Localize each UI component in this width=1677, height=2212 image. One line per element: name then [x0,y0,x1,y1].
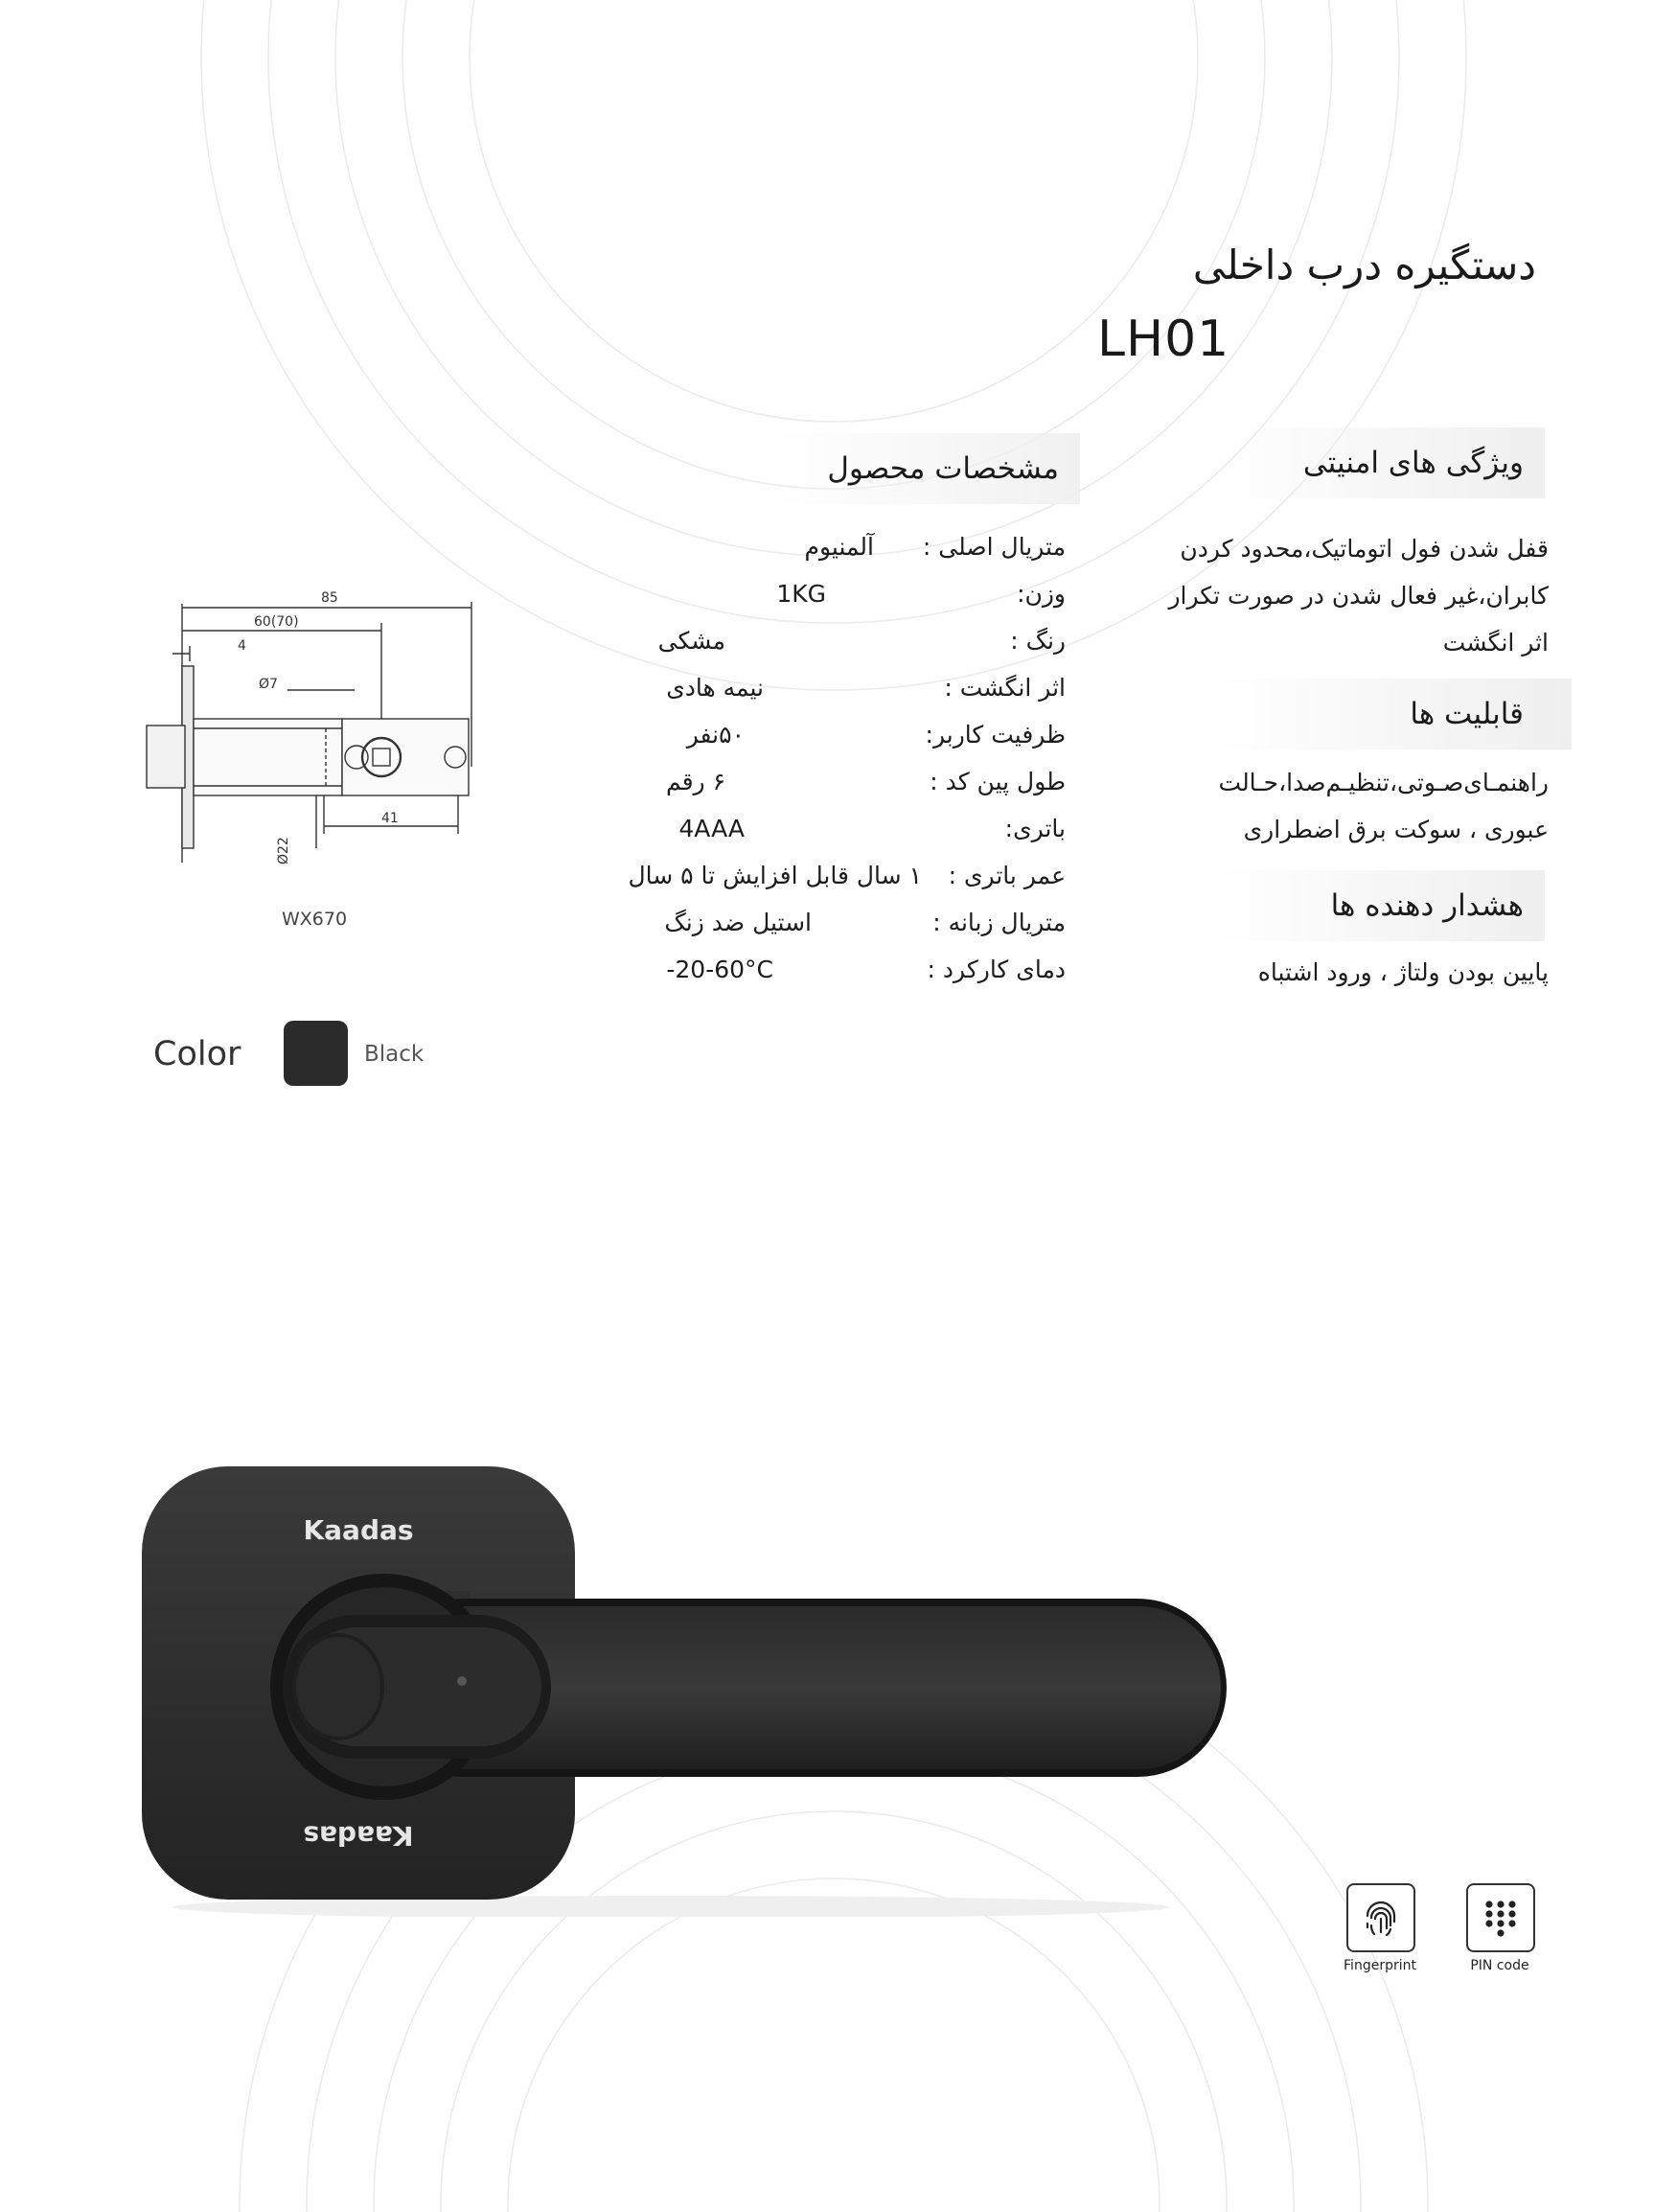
spec-value: ۱ سال قابل افزایش تا ۵ سال [628,862,922,889]
spec-row [652,768,1066,806]
feature-pin-code [1447,1883,1552,1973]
security-heading: ویژگی های امنیتی [1217,427,1545,498]
alarm-line: پایین بودن ولتاژ ، ورود اشتباه [1257,958,1549,986]
pin-code-label: PIN code [1470,1958,1529,1973]
spec-value: -20-60°C [666,956,773,983]
spec-value: 4AAA [678,815,745,842]
spec-value: استیل ضد زنگ [664,909,812,936]
spec-row [652,815,1066,853]
spec-label: اثر انگشت : [944,674,1066,702]
spec-row [652,533,1066,571]
spec-label: وزن: [1017,580,1066,608]
product-title: دستگیره درب داخلی [1192,242,1536,288]
latch-technical-drawing [134,575,489,891]
capability-line: عبوری ، سوکت برق اضطراری [1243,816,1549,843]
dim-offset: 4 [238,638,246,654]
spec-value: ۵۰نفر [686,721,745,749]
dim-length: 41 [381,811,399,826]
spec-label: متریال زبانه : [932,909,1066,936]
brand-logo-bottom: Kaadas [303,1820,414,1852]
spec-row [652,580,1066,618]
dim-total: 85 [321,590,338,606]
fingerprint-sensor [296,1637,380,1737]
spec-label: باتری: [1004,815,1066,842]
feature-fingerprint [1327,1883,1433,1973]
spec-row [652,956,1066,994]
capabilities-heading: قابلیت ها [1217,679,1572,749]
spec-label: عمر باتری : [948,862,1066,889]
spec-row [652,627,1066,665]
spec-value: نیمه هادی [666,674,764,702]
dim-hole: Ø7 [259,677,278,692]
spec-row [652,721,1066,759]
spec-row [628,862,1066,900]
brand-logo-top: Kaadas [303,1514,414,1546]
spec-row [652,909,1066,947]
fingerprint-icon [1346,1883,1415,1952]
specs-heading: مشخصات محصول [771,433,1080,504]
spec-value: 1KG [776,580,826,608]
spec-value: مشکی [657,627,725,655]
spec-label: متریال اصلی : [922,533,1066,561]
color-swatch-black [284,1021,348,1086]
fingerprint-label: Fingerprint [1344,1958,1416,1973]
security-line: قفل شدن فول اتوماتیک،محدود کردن [1180,535,1549,563]
security-line: کابران،غیر فعال شدن در صورت تکرار [1168,582,1549,610]
capability-line: راهنمـای‌صـوتی،تنظیـم‌صدا،حـالت [1218,769,1549,796]
alarms-heading: هشدار دهنده ها [1217,870,1545,941]
dim-backset: 60(70) [254,614,299,630]
alarms-text [1165,949,1549,996]
color-label: Color [153,1035,241,1073]
spec-label: ظرفیت کاربر: [925,721,1066,749]
spec-label: دمای کارکرد : [927,956,1066,983]
security-line: اثر انگشت [1442,629,1549,657]
drawing-caption: WX670 [282,909,348,930]
capabilities-text [1165,759,1549,853]
model-number: LH01 [1097,311,1230,368]
keypad-icon [1466,1883,1535,1952]
spec-value: آلمنیوم [804,533,874,561]
spec-value: ۶ رقم [665,768,725,795]
spec-label: رنگ : [1010,627,1066,655]
spec-label: طول پین کد : [930,768,1066,795]
dim-diameter: Ø22 [276,837,291,864]
color-swatch-name: Black [364,1042,425,1067]
door-handle-image [134,1457,1294,1917]
spec-row [652,674,1066,712]
security-text [1165,525,1549,666]
